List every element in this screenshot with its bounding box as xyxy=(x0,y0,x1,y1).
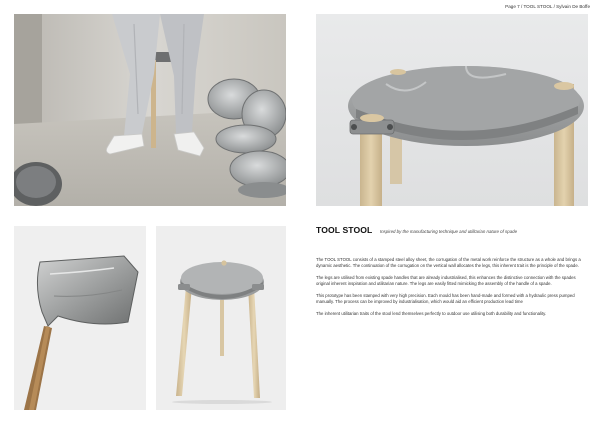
text-column xyxy=(316,224,588,323)
project-subtitle: Inspired by the manufacturing technique and utilitarian nature of spade xyxy=(379,229,518,234)
page-header: Page 7 / TOOL STOOL / Sylvain De Boffe xyxy=(505,4,590,9)
description xyxy=(316,257,588,317)
photo-person-with-molds xyxy=(14,14,286,206)
paragraph: This prototype has been stamped with very high precision. Each mould has been hand-made and formed with a hydraulic press pumped manually. The process can be improved by industrialisation, which would aid an efficient production lead time xyxy=(316,293,575,304)
photo-spade xyxy=(14,226,146,410)
photo-stool-full xyxy=(156,226,286,410)
title-line xyxy=(316,224,588,237)
photo-stool-top-closeup xyxy=(316,14,588,206)
paragraph: The TOOL STOOL consists of a stamped steel alloy sheet, the corrugation of the metal work reinforce the structure as a whole and brings a dynamic aesthetic. The continuation of the corrugation on the vertical wall allocates the legs, this inherent trait is the principle of the spade. xyxy=(316,257,581,268)
paragraph: The inherent utilitarian traits of the stool lend themselves perfectly to outdoor use utilising both durability and functionality. xyxy=(316,311,547,316)
project-title: TOOL STOOL xyxy=(316,225,373,235)
paragraph: The legs are utilised from existing spade handles that are already industrialised, this enhances the distinctive connection with the spades original inherent inspiration and utilitarian nature. The legs are easily fitted mimicking the assembly of the handle of a spade. xyxy=(316,275,576,286)
